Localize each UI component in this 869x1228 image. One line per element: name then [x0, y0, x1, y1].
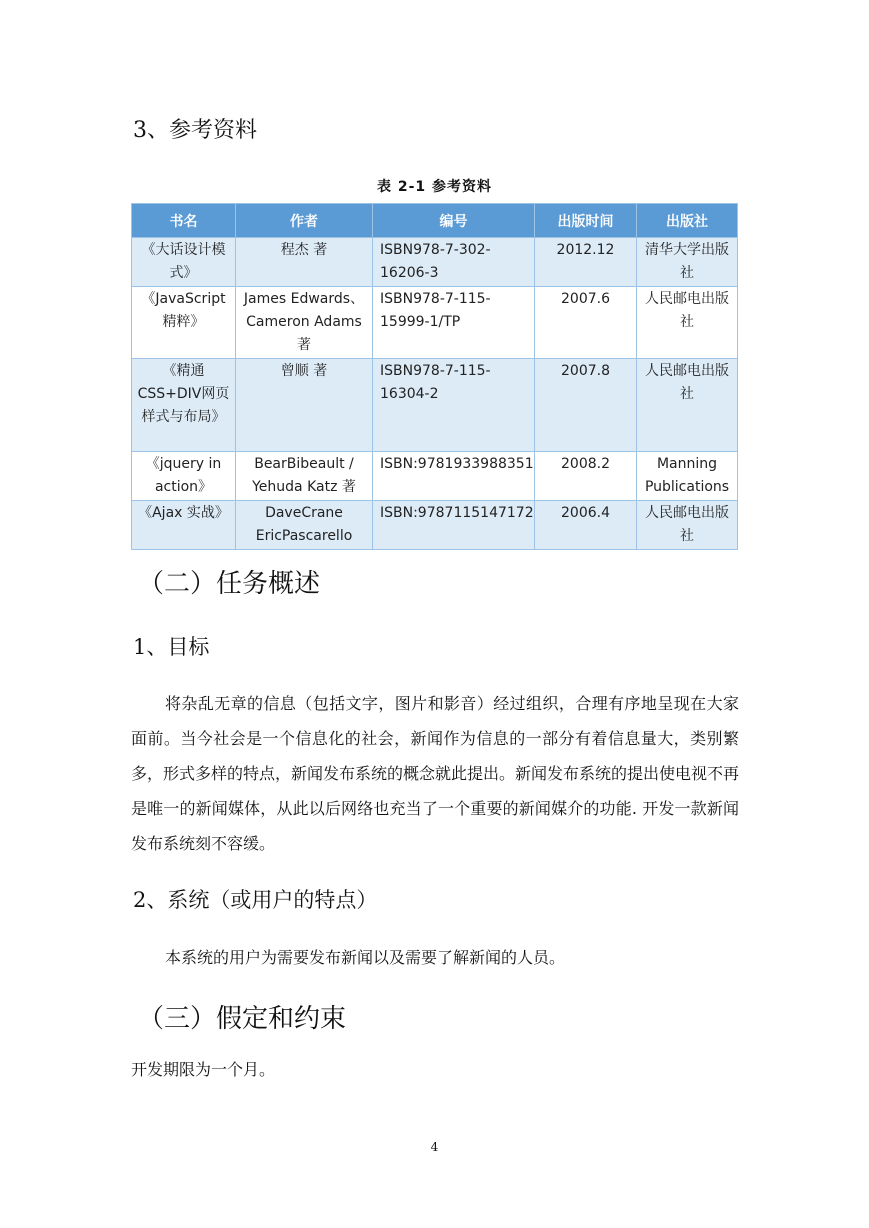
- cell-publish-date: 2006.4: [535, 501, 637, 550]
- cell-publisher: 人民邮电出版社: [637, 287, 738, 359]
- cell-isbn: ISBN:9787115147172: [373, 501, 535, 550]
- table-row: [132, 501, 738, 550]
- heading-references: 3、参考资料: [133, 118, 257, 143]
- cell-publisher: 人民邮电出版社: [637, 359, 738, 452]
- cell-book-title: 《大话设计模式》: [132, 238, 236, 287]
- cell-publisher: Manning Publications: [637, 452, 738, 501]
- table-caption: 表 2-1 参考资料: [376, 179, 493, 195]
- cell-publish-date: 2007.6: [535, 287, 637, 359]
- table-header-row: [132, 204, 738, 238]
- section-assumptions: （三）假定和约束: [138, 1004, 347, 1034]
- cell-publisher: 清华大学出版社: [637, 238, 738, 287]
- header-book-title: 书名: [132, 204, 236, 238]
- cell-publish-date: 2007.8: [535, 359, 637, 452]
- table-row: [132, 287, 738, 359]
- cell-publisher: 人民邮电出版社: [637, 501, 738, 550]
- goal-paragraph: 将杂乱无章的信息（包括文字，图片和影音）经过组织，合理有序地呈现在大家面前。当今社会是一个信息化的社会，新闻作为信息的一部分有着信息量大，类别繁多，形式多样的特点，新闻发布系统的概念就此提出。新闻发布系统的提出使电视不再是唯一的新闻媒体，从此以后网络也充当了一个重要的新闻媒介的功能. 开发一款新闻发布系统刻不容缓。: [131, 694, 740, 853]
- cell-publish-date: 2008.2: [535, 452, 637, 501]
- page-number: 4: [430, 1140, 439, 1154]
- table-row: [132, 238, 738, 287]
- cell-isbn: ISBN978-7-115-16304-2: [373, 359, 535, 452]
- header-publisher: 出版社: [637, 204, 738, 238]
- cell-author: James Edwards、Cameron Adams 著: [236, 287, 373, 359]
- header-author: 作者: [236, 204, 373, 238]
- system-paragraph: 本系统的用户为需要发布新闻以及需要了解新闻的人员。: [165, 948, 566, 967]
- subheading-goal: 1、目标: [133, 635, 210, 659]
- cell-isbn: ISBN:9781933988351: [373, 452, 535, 501]
- cell-publish-date: 2012.12: [535, 238, 637, 287]
- table-row: [132, 359, 738, 452]
- constraint-paragraph: 开发期限为一个月。: [131, 1060, 276, 1079]
- references-table: [131, 203, 738, 550]
- table-row: [132, 452, 738, 501]
- cell-book-title: 《Ajax 实战》: [132, 501, 236, 550]
- cell-author: 程杰 著: [236, 238, 373, 287]
- section-task-overview: （二）任务概述: [138, 569, 321, 599]
- cell-author: 曾顺 著: [236, 359, 373, 452]
- header-publish-date: 出版时间: [535, 204, 637, 238]
- cell-isbn: ISBN978-7-115-15999-1/TP: [373, 287, 535, 359]
- cell-isbn: ISBN978-7-302-16206-3: [373, 238, 535, 287]
- cell-book-title: 《精通CSS+DIV网页样式与布局》: [132, 359, 236, 452]
- cell-author: BearBibeault / Yehuda Katz 著: [236, 452, 373, 501]
- subheading-system: 2、系统（或用户的特点）: [133, 888, 378, 912]
- cell-author: DaveCrane EricPascarello: [236, 501, 373, 550]
- cell-book-title: 《JavaScript精粹》: [132, 287, 236, 359]
- cell-book-title: 《jquery in action》: [132, 452, 236, 501]
- header-isbn: 编号: [373, 204, 535, 238]
